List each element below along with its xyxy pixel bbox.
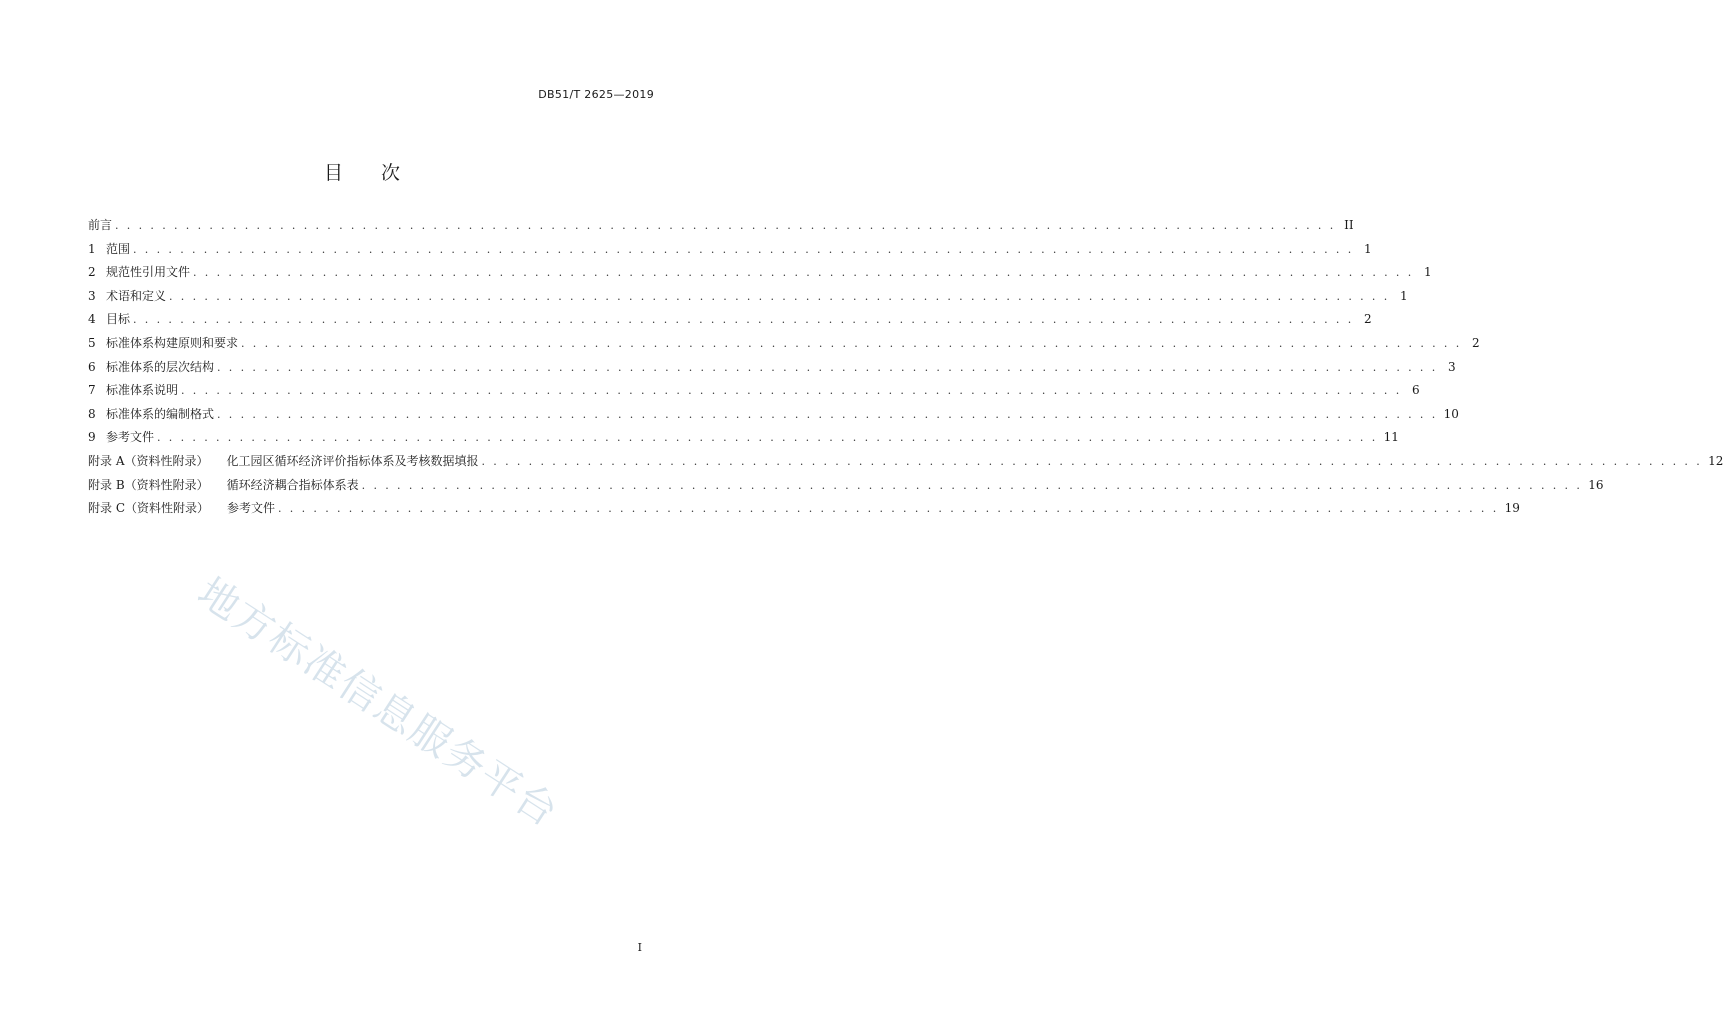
toc-entry-label: 循环经济耦合指标体系表	[226, 477, 359, 492]
toc-entry-label: 标准体系的层次结构	[106, 359, 215, 374]
title-char-1: 目	[323, 162, 343, 184]
toc-entry-number: 5	[88, 335, 96, 350]
toc-entry-page: 10	[1443, 406, 1459, 421]
toc-entry-label: 范围	[106, 241, 131, 256]
toc-entry[interactable]	[88, 381, 1420, 405]
toc-entry-page: 12	[1708, 453, 1723, 468]
watermark: 地方标准信息服务平台	[189, 569, 567, 837]
toc-entry-leader-dots: . . . . . . . . . . . . . . . . . . . . . . . . . . . . . . . . . . . . . . . . . . . . . . . . . . . . . . . . . . . . . . . . . . . . . . . . . . . . . . . . . . . . . . . . . . . . . . . . . . . . . . . .	[193, 266, 1414, 280]
toc-entry-page: 3	[1447, 359, 1456, 374]
toc-entry[interactable]	[88, 476, 1604, 500]
toc-entry[interactable]	[88, 405, 1459, 429]
toc-entry-label: 规范性引用文件	[106, 265, 191, 280]
toc-entry-page: II	[1344, 218, 1354, 232]
toc-entry[interactable]	[88, 310, 1372, 334]
toc-entry[interactable]	[88, 452, 1723, 476]
toc-entry-number: 1	[88, 241, 96, 256]
toc-entry[interactable]	[88, 240, 1372, 264]
toc-entry-leader-dots: . . . . . . . . . . . . . . . . . . . . . . . . . . . . . . . . . . . . . . . . . . . . . . . . . . . . . . . . . . . . . . . . . . . . . . . . . . . . . . . . . . . . . . . . . . . . . . . . . . . . . . . .	[278, 502, 1499, 516]
toc-entry-label: 术语和定义	[106, 288, 167, 303]
toc-entry-number: 9	[88, 430, 96, 445]
toc-entry-label: 参考文件	[227, 501, 276, 516]
toc-entry-page: 1	[1363, 241, 1372, 256]
toc-entry-label: 参考文件	[106, 430, 155, 445]
toc-entry-label: 标准体系的编制格式	[106, 406, 215, 421]
toc-entry-page: 2	[1471, 335, 1480, 350]
toc-entry-leader-dots: . . . . . . . . . . . . . . . . . . . . . . . . . . . . . . . . . . . . . . . . . . . . . . . . . . . . . . . . . . . . . . . . . . . . . . . . . . . . . . . . . . . . . . . . . . . . . . . . . . . . . . . .	[133, 242, 1354, 256]
toc-entry-appendix-prefix: 附录 B（资料性附录）	[88, 477, 209, 492]
toc-entry-number: 8	[88, 406, 96, 421]
toc-entry-page: 6	[1411, 383, 1420, 398]
toc-entry[interactable]	[88, 428, 1399, 452]
toc-entry-page: 19	[1504, 501, 1520, 516]
toc-entry[interactable]	[88, 499, 1520, 523]
toc-entry-label: 前言	[88, 218, 113, 232]
toc-entry-leader-dots: . . . . . . . . . . . . . . . . . . . . . . . . . . . . . . . . . . . . . . . . . . . . . . . . . . . . . . . . . . . . . . . . . . . . . . . . . . . . . . . . . . . . . . . . . . . . . . . . . . . . . . . .	[115, 219, 1336, 232]
toc-entry-appendix-prefix: 附录 A（资料性附录）	[88, 453, 209, 468]
table-of-contents	[88, 216, 1723, 523]
toc-entry-number: 6	[88, 359, 96, 374]
toc-entry-page: 2	[1363, 312, 1372, 327]
toc-entry-appendix-prefix: 附录 C（资料性附录）	[88, 501, 209, 516]
toc-entry-leader-dots: . . . . . . . . . . . . . . . . . . . . . . . . . . . . . . . . . . . . . . . . . . . . . . . . . . . . . . . . . . . . . . . . . . . . . . . . . . . . . . . . . . . . . . . . . . . . . . . . . . . . . . . .	[361, 478, 1583, 492]
page-number: I	[637, 941, 642, 954]
toc-entry-number: 7	[88, 383, 96, 398]
toc-entry-leader-dots: . . . . . . . . . . . . . . . . . . . . . . . . . . . . . . . . . . . . . . . . . . . . . . . . . . . . . . . . . . . . . . . . . . . . . . . . . . . . . . . . . . . . . . . . . . . . . . . . . . . . . . . .	[217, 360, 1438, 374]
toc-entry-number: 3	[88, 288, 96, 303]
document-code: DB51/T 2625—2019	[538, 88, 654, 101]
toc-entry-leader-dots: . . . . . . . . . . . . . . . . . . . . . . . . . . . . . . . . . . . . . . . . . . . . . . . . . . . . . . . . . . . . . . . . . . . . . . . . . . . . . . . . . . . . . . . . . . . . . . . . . . . . . . . .	[217, 407, 1438, 421]
toc-entry-label: 标准体系说明	[106, 383, 179, 398]
toc-entry-number: 4	[88, 312, 96, 327]
toc-entry-leader-dots: . . . . . . . . . . . . . . . . . . . . . . . . . . . . . . . . . . . . . . . . . . . . . . . . . . . . . . . . . . . . . . . . . . . . . . . . . . . . . . . . . . . . . . . . . . . . . . . . . . . . . . . .	[241, 336, 1462, 350]
title-char-2: 次	[381, 162, 401, 184]
toc-entry-leader-dots: . . . . . . . . . . . . . . . . . . . . . . . . . . . . . . . . . . . . . . . . . . . . . . . . . . . . . . . . . . . . . . . . . . . . . . . . . . . . . . . . . . . . . . . . . . . . . . . . . . . . . . . .	[481, 454, 1703, 468]
toc-entry-page: 1	[1423, 265, 1432, 280]
toc-entry-label: 化工园区循环经济评价指标体系及考核数据填报	[226, 453, 479, 468]
toc-entry-number: 2	[88, 265, 96, 280]
toc-entry[interactable]	[88, 263, 1432, 287]
toc-entry-label: 标准体系构建原则和要求	[106, 335, 239, 350]
toc-entry-page: 1	[1399, 288, 1408, 303]
toc-entry[interactable]	[88, 216, 1354, 240]
toc-entry[interactable]	[88, 358, 1456, 382]
toc-entry[interactable]	[88, 334, 1480, 358]
page-title	[0, 158, 724, 185]
toc-entry-page: 11	[1383, 430, 1399, 445]
toc-entry-label: 目标	[106, 312, 131, 327]
toc-entry[interactable]	[88, 287, 1408, 311]
toc-entry-leader-dots: . . . . . . . . . . . . . . . . . . . . . . . . . . . . . . . . . . . . . . . . . . . . . . . . . . . . . . . . . . . . . . . . . . . . . . . . . . . . . . . . . . . . . . . . . . . . . . . . . . . . . . . .	[181, 384, 1402, 398]
toc-entry-leader-dots: . . . . . . . . . . . . . . . . . . . . . . . . . . . . . . . . . . . . . . . . . . . . . . . . . . . . . . . . . . . . . . . . . . . . . . . . . . . . . . . . . . . . . . . . . . . . . . . . . . . . . . . .	[169, 289, 1390, 303]
toc-entry-leader-dots: . . . . . . . . . . . . . . . . . . . . . . . . . . . . . . . . . . . . . . . . . . . . . . . . . . . . . . . . . . . . . . . . . . . . . . . . . . . . . . . . . . . . . . . . . . . . . . . . . . . . . . . .	[157, 431, 1378, 445]
toc-entry-leader-dots: . . . . . . . . . . . . . . . . . . . . . . . . . . . . . . . . . . . . . . . . . . . . . . . . . . . . . . . . . . . . . . . . . . . . . . . . . . . . . . . . . . . . . . . . . . . . . . . . . . . . . . . .	[133, 313, 1354, 327]
toc-entry-page: 16	[1588, 477, 1604, 492]
